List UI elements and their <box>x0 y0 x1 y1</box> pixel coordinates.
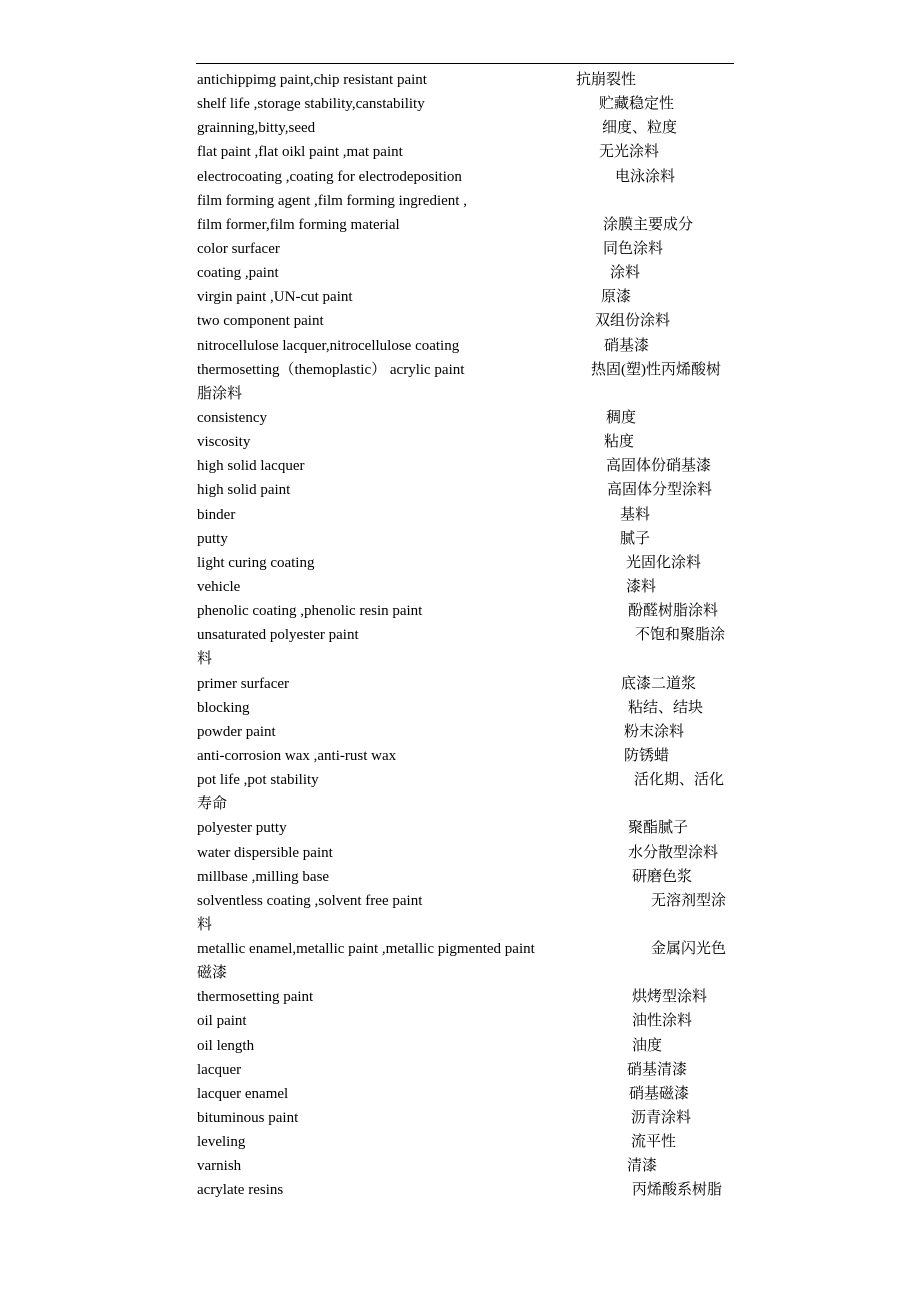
term-chinese: 水分散型涂料 <box>628 844 719 861</box>
glossary-row <box>197 165 733 189</box>
term-english: putty <box>197 530 228 547</box>
term-english: anti-corrosion wax ,anti-rust wax <box>197 747 397 764</box>
term-english: consistency <box>197 409 267 426</box>
term-english: unsaturated polyester paint <box>197 627 359 644</box>
glossary-row <box>197 961 733 985</box>
term-chinese: 光固化涂料 <box>626 554 702 571</box>
glossary-row <box>197 889 733 913</box>
glossary-row <box>197 913 733 937</box>
term-chinese: 贮藏稳定性 <box>599 96 675 113</box>
glossary-row <box>197 1082 733 1106</box>
glossary-row <box>197 382 733 406</box>
glossary-row <box>197 575 733 599</box>
glossary-row <box>197 672 733 696</box>
term-english: vehicle <box>197 578 241 595</box>
term-chinese: 防锈蜡 <box>624 747 670 764</box>
glossary-row <box>197 1058 733 1082</box>
glossary-row <box>197 865 733 889</box>
term-english: millbase ,milling base <box>197 868 330 885</box>
term-chinese: 高固体份硝基漆 <box>606 458 712 475</box>
term-chinese: 油性涂料 <box>632 1013 693 1030</box>
term-english: acrylate resins <box>197 1182 284 1199</box>
term-chinese: 硝基漆 <box>604 337 650 354</box>
term-chinese: 双组份涂料 <box>595 313 671 330</box>
term-english: bituminous paint <box>197 1110 299 1127</box>
term-english: 料 <box>197 916 213 933</box>
term-chinese: 硝基磁漆 <box>629 1085 690 1102</box>
term-chinese: 沥青涂料 <box>631 1110 692 1127</box>
term-english: electrocoating ,coating for electrodeposition <box>197 168 462 185</box>
term-english: coating ,paint <box>197 265 279 282</box>
term-chinese: 活化期、活化 <box>634 772 725 789</box>
glossary-row <box>197 937 733 961</box>
term-chinese: 无溶剂型涂 <box>651 892 727 909</box>
glossary-list <box>197 68 733 1203</box>
term-chinese: 清漆 <box>627 1158 658 1175</box>
term-english: film forming agent ,film forming ingredient , <box>197 192 467 209</box>
term-chinese: 粉末涂料 <box>624 723 685 740</box>
glossary-row <box>197 1009 733 1033</box>
glossary-row <box>197 985 733 1009</box>
term-english: 寿命 <box>197 796 228 813</box>
term-english: shelf life ,storage stability,canstability <box>197 96 425 113</box>
term-chinese: 底漆二道浆 <box>621 675 697 692</box>
glossary-row <box>197 213 733 237</box>
term-english: two component paint <box>197 313 324 330</box>
term-english: color surfacer <box>197 240 280 257</box>
term-english: solventless coating ,solvent free paint <box>197 892 423 909</box>
term-english: 脂涂料 <box>197 385 243 402</box>
term-chinese: 粘度 <box>604 434 635 451</box>
glossary-row <box>197 503 733 527</box>
term-chinese: 不饱和聚脂涂 <box>635 627 726 644</box>
glossary-row <box>197 527 733 551</box>
term-english: virgin paint ,UN-cut paint <box>197 289 353 306</box>
term-chinese: 无光涂料 <box>599 144 660 161</box>
term-english: flat paint ,flat oikl paint ,mat paint <box>197 144 403 161</box>
term-chinese: 硝基清漆 <box>627 1061 688 1078</box>
term-english: blocking <box>197 699 250 716</box>
term-chinese: 酚醛树脂涂料 <box>628 603 719 620</box>
term-english: metallic enamel,metallic paint ,metallic pigmented paint <box>197 941 535 958</box>
term-chinese: 涂膜主要成分 <box>603 216 694 233</box>
term-english: thermosetting（themoplastic） acrylic paint <box>197 361 465 378</box>
term-english: polyester putty <box>197 820 287 837</box>
glossary-row <box>197 792 733 816</box>
term-chinese: 金属闪光色 <box>651 941 727 958</box>
glossary-row <box>197 140 733 164</box>
glossary-row <box>197 478 733 502</box>
glossary-row <box>197 1178 733 1202</box>
glossary-row <box>197 1154 733 1178</box>
glossary-row <box>197 623 733 647</box>
glossary-row <box>197 454 733 478</box>
term-english: high solid lacquer <box>197 458 305 475</box>
glossary-row <box>197 116 733 140</box>
term-chinese: 基料 <box>620 506 651 523</box>
term-english: oil paint <box>197 1013 247 1030</box>
term-chinese: 聚酯腻子 <box>628 820 689 837</box>
term-chinese: 腻子 <box>620 530 651 547</box>
glossary-row <box>197 1130 733 1154</box>
glossary-row <box>197 309 733 333</box>
term-chinese: 电泳涂料 <box>615 168 676 185</box>
term-chinese: 涂料 <box>610 265 641 282</box>
glossary-row <box>197 358 733 382</box>
term-chinese: 烘烤型涂料 <box>632 989 708 1006</box>
glossary-row <box>197 430 733 454</box>
glossary-row <box>197 334 733 358</box>
term-chinese: 研磨色浆 <box>632 868 693 885</box>
glossary-row <box>197 189 733 213</box>
glossary-row <box>197 406 733 430</box>
term-english: primer surfacer <box>197 675 290 692</box>
term-english: lacquer enamel <box>197 1085 289 1102</box>
term-chinese: 稠度 <box>606 409 637 426</box>
term-english: oil length <box>197 1037 255 1054</box>
glossary-row <box>197 68 733 92</box>
glossary-row <box>197 1106 733 1130</box>
term-english: grainning,bitty,seed <box>197 120 316 137</box>
term-chinese: 丙烯酸系树脂 <box>632 1182 723 1199</box>
glossary-row <box>197 92 733 116</box>
term-english: light curing coating <box>197 554 315 571</box>
term-english: binder <box>197 506 236 523</box>
term-english: 料 <box>197 651 213 668</box>
term-english: antichippimg paint,chip resistant paint <box>197 72 427 88</box>
term-english: film former,film forming material <box>197 216 400 233</box>
term-chinese: 热固(塑)性丙烯酸树 <box>591 361 721 378</box>
glossary-row <box>197 647 733 671</box>
term-english: thermosetting paint <box>197 989 314 1006</box>
term-chinese: 同色涂料 <box>603 240 664 257</box>
glossary-row <box>197 720 733 744</box>
top-rule <box>196 63 734 64</box>
term-english: varnish <box>197 1158 242 1175</box>
term-chinese: 原漆 <box>601 289 632 306</box>
term-english: phenolic coating ,phenolic resin paint <box>197 603 423 620</box>
glossary-row <box>197 599 733 623</box>
term-english: nitrocellulose lacquer,nitrocellulose coating <box>197 337 460 354</box>
term-chinese: 细度、粒度 <box>602 120 678 137</box>
glossary-row <box>197 551 733 575</box>
term-chinese: 抗崩裂性 <box>576 72 637 88</box>
glossary-row <box>197 744 733 768</box>
glossary-row <box>197 237 733 261</box>
term-english: pot life ,pot stability <box>197 772 319 789</box>
term-english: viscosity <box>197 434 251 451</box>
glossary-row <box>197 768 733 792</box>
term-english: high solid paint <box>197 482 291 499</box>
glossary-row <box>197 816 733 840</box>
term-english: 磁漆 <box>197 965 228 982</box>
glossary-row <box>197 696 733 720</box>
term-english: leveling <box>197 1134 246 1151</box>
term-english: lacquer <box>197 1061 242 1078</box>
term-english: water dispersible paint <box>197 844 333 861</box>
term-english: powder paint <box>197 723 276 740</box>
term-chinese: 漆料 <box>626 578 657 595</box>
glossary-row <box>197 1034 733 1058</box>
term-chinese: 流平性 <box>631 1134 677 1151</box>
term-chinese: 粘结、结块 <box>628 699 704 716</box>
term-chinese: 高固体分型涂料 <box>607 482 713 499</box>
glossary-row <box>197 841 733 865</box>
glossary-row <box>197 261 733 285</box>
term-chinese: 油度 <box>632 1037 663 1054</box>
glossary-row <box>197 285 733 309</box>
